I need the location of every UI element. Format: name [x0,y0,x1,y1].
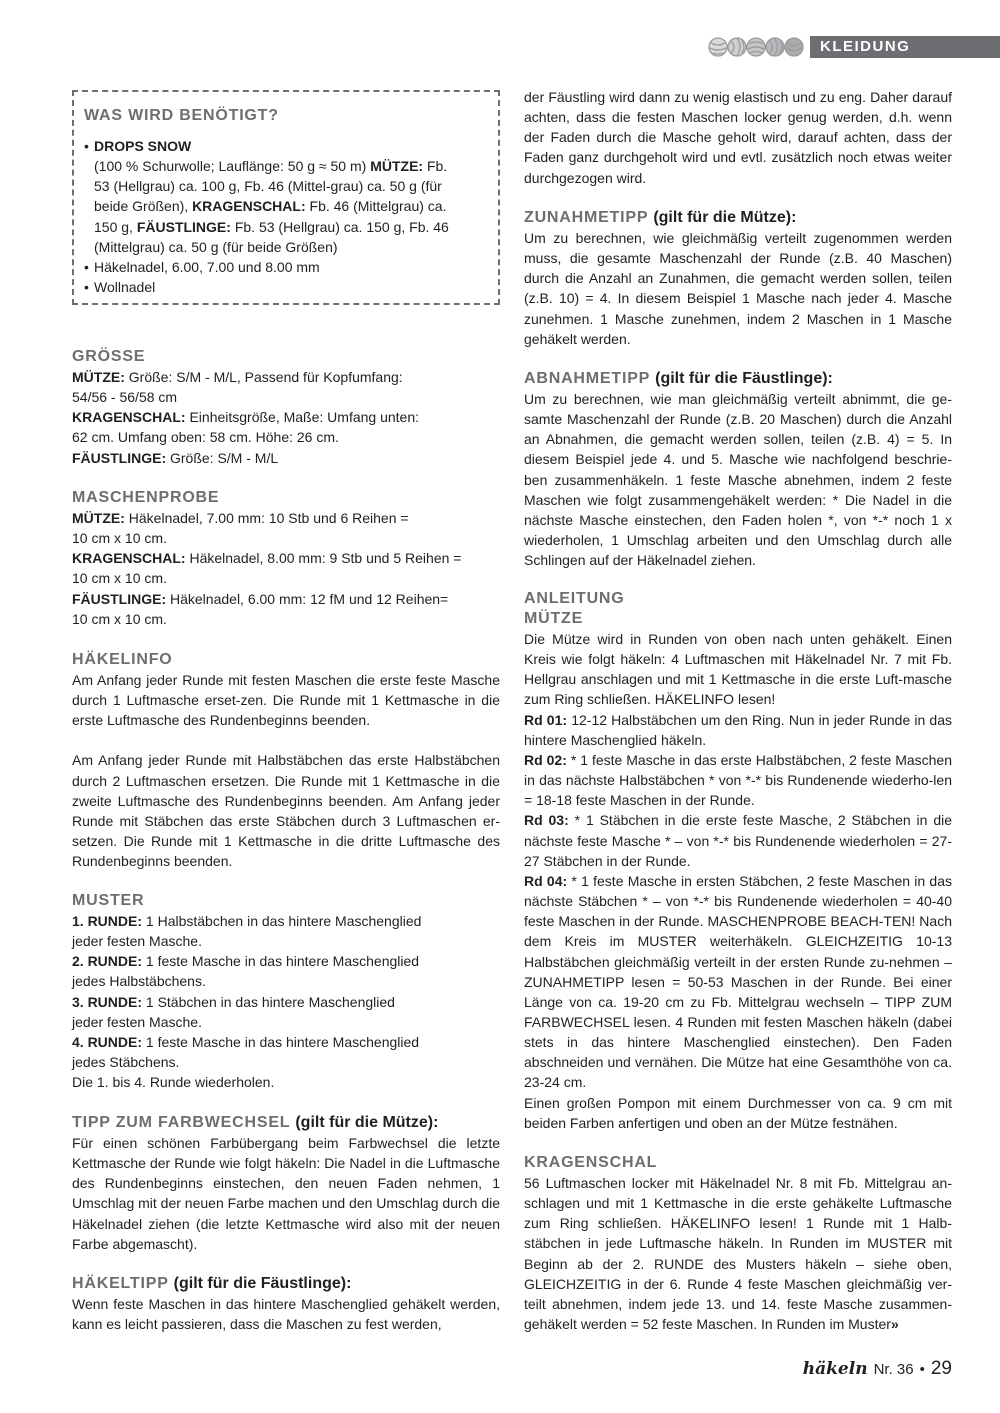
hakelinfo-p2: Am Anfang jeder Runde mit Halbstäbchen das erste Halbstäbchen durch 2 Luftmaschen ersetzen. Die Runde mit 1 Kettmasche in die zweite Luftmasche des Rundenbeginns beenden. Am Anfang jeder Runde mit Stäbchen das erste Stäbchen durch 3 Luftmaschen er-setzen. Die Runde mit 1 Kettmasche in die dritte Luftmasche des Rundenbeginns beenden. [72,752,500,870]
kragenschal-title: KRAGENSCHAL [524,1154,658,1171]
muster-title: MUSTER [72,892,145,909]
tipp-farbwechsel-section: TIPP ZUM FARBWECHSEL (gilt für die Mütze): Für einen schönen Farbübergang beim Farbwechsel die letzte Kettmasche der Runde wie folgt häkeln: Die Nadel in die Luftmasche des Rundenbeginns einstechen, den neuen Faden nehmen, 1 Umschlag mit der neuen Farbe machen und den Umschlag durch die Häkelnadel ziehen (die letzte Kettmasche wird also mit der neuen Farbe abgemascht). [72,1113,500,1254]
haekeltipp-text: Wenn feste Maschen in das hintere Maschenglied gehäkelt werden, kann es leicht passieren, dass die Maschen zu fest werden, [72,1296,500,1333]
anleitung-title: ANLEITUNG [524,590,625,607]
page-number: 29 [930,1358,952,1379]
magazine-logo: häkeln [802,1359,868,1379]
continue-arrow: » [890,1316,899,1333]
materials-box [72,90,500,305]
gauge-title: MASCHENPROBE [72,489,220,506]
page-footer [803,1358,952,1380]
materials-item-yarn: • DROPS SNOW (100 % Schurwolle; Lauflänge: 50 g ≈ 50 m) MÜTZE: Fb. 53 (Hellgrau) ca. 100 g, Fb. 46 (Mittel-grau) ca. 50 g (für beide Größen), KRAGENSCHAL: Fb. 46 (Mittelgrau) ca. 150 g, FÄUSTLINGE: Fb. 53 (Hellgrau) ca. 150 g, Fb. 46 (Mittelgrau) ca. 50 g (für beide Größen) [84,136,484,257]
materials-item-hook: • Häkelnadel, 6.00, 7.00 und 8.00 mm [84,257,484,277]
zunahmetipp-title: ZUNAHMETIPP [524,209,649,226]
muster-section: MUSTER 1. RUNDE: 1 Halbstäbchen in das hintere Maschenglied jeder festen Masche. 2. RUNDE: 1 feste Masche in das hintere Maschenglied jedes Halbstäbchens. 3. RUNDE: 1 Stäbchen in das hintere Maschenglied jeder festen Masche. 4. RUNDE: 1 feste Masche in das hintere Maschenglied jedes Stäbchens. Die 1. bis 4. Runde wiederholen. [72,891,500,1092]
zunahmetipp-text: Um zu berechnen, wie gleichmäßig verteilt zugenommen werden muss, die gesamte Maschenzahl der Runde (z.B. 40 Maschen) durch die Anzahl an Zunahmen, die gemacht werden sollen, teilen (z.B. 10) = 4. In diesem Beispiel 1 Masche nach jeder 4. Masche zunehmen. 1 Masche zunehmen, indem 2 Maschen in 1 Masche gehäkelt werden. [524,230,952,347]
hakelinfo-p1: Am Anfang jeder Runde mit festen Maschen die erste feste Masche durch 1 Luftmasche erset-zen. Die Runde mit 1 Kettmasche in die erste Luftmasche des Rundenbeginns beenden. [72,672,500,729]
issue-number: Nr. 36 [873,1361,914,1378]
section-label: KLEIDUNG [810,36,1000,58]
tipp-farbwechsel-text: Für einen schönen Farbübergang beim Farbwechsel die letzte Kettmasche der Runde wie folgt häkeln: Die Nadel in die Luftmasche des Rundenbeginns einstechen, den neuen Faden nehmen, 1 Umschlag mit der neuen Farbe machen und den Umschlag durch die Häkelnadel ziehen (die letzte Kettmasche wird also mit der neuen Farbe abgemascht). [72,1135,501,1252]
page-header [705,34,1000,60]
abnahmetipp-section: ABNAHMETIPP (gilt für die Fäustlinge): Um zu berechnen, wie man gleichmäßig verteilt abnimmt, die ge-samte Maschenzahl der Runde (z.B. 20 Maschen) durch die Anzahl an Abnahmen, die gemacht werden sollen, teilen (z.B. 4) = 5. In diesem Beispiel jede 4. und 5. Masche wie nachfolgend beschrie-ben zusammenhäkeln. 1 feste Masche abnehmen, indem 2 feste Maschen wie folgt zusammengehäkelt werden: * Die Nadel in die nächste Masche einstechen, den Faden holen *, von *-* noch 1 x wiederholen, 1 Umschlag arbeiten und den Umschlag durch alle Schlingen auf der Häkelnadel ziehen. [524,369,952,570]
abnahmetipp-title: ABNAHMETIPP [524,370,650,387]
tipp-farbwechsel-title: TIPP ZUM FARBWECHSEL [72,1114,291,1131]
materials-item-needle: • Wollnadel [84,277,484,297]
kragenschal-section: KRAGENSCHAL 56 Luftmaschen locker mit Häkelnadel Nr. 8 mit Fb. Mittelgrau an-schlagen und mit 1 Kettmasche in die erste gehäkelte Luftmasche zum Ring schließen. HÄKELINFO lesen! 1 Runde mit 1 Halb-stäbchen in jede Luftmasche häkeln. In Runden im MUSTER mit Beginn ab der 2. RUNDE des Musters häkeln – siehe oben, GLEICHZEITIG in der 6. Runde 4 feste Maschen gleichmäßig ver-teilt abnehmen, indem jede 13. und 14. feste Masche zusammen-gehäkelt werden = 52 feste Maschen. In Runden im Muster» [524,1154,952,1333]
hakelinfo-title: HÄKELINFO [72,651,173,668]
yarn-balls-icon [707,34,807,60]
footer-separator: • [919,1361,925,1378]
haekeltipp-continued: der Fäustling wird dann zu wenig elastisch und zu eng. Daher darauf achten, dass die festen Maschen locker genug werden, d.h. wenn der Faden durch die Masche geholt wird, darauf achten, dass der Faden ganz durchgeholt wird und evtl. zusätzlich noch etwas weiter durchgezogen wird. [524,89,952,186]
gauge-section: MASCHENPROBE MÜTZE: Häkelnadel, 7.00 mm: 10 Stb und 6 Reihen = 10 cm x 10 cm. KRAGENSCHAL: Häkelnadel, 8.00 mm: 9 Stb und 5 Reihen = 10 cm x 10 cm. FÄUSTLINGE: Häkelnadel, 6.00 mm: 12 fM und 12 Reihen= 10 cm x 10 cm. [72,488,500,629]
anleitung-section: ANLEITUNG MÜTZE Die Mütze wird in Runden von oben nach unten gehäkelt. Einen Kreis wie folgt häkeln: 4 Luftmaschen mit Häkelnadel Nr. 7 mit Fb. Hellgrau anschlagen und mit 1 Kettmasche in die erste Luft-masche zum Ring schließen. HÄKELINFO lesen! Rd 01: 12-12 Halbstäbchen um den Ring. Nun in jeder Runde in das hintere Maschenglied häkeln. Rd 02: * 1 feste Masche in das erste Halbstäbchen, 2 feste Maschen in das nächste Halbstäbchen * von *-* bis Rundenende wiederho-len = 18-18 feste Maschen in der Runde. Rd 03: * 1 Stäbchen in die erste feste Masche, 2 Stäbchen in die nächste feste Masche * – von *-* bis Rundenende wiederholen = 27-27 Stäbchen in der Runde. Rd 04: * 1 feste Masche in ersten Stäbchen, 2 feste Maschen in das nächste Stäbchen * – von *-* bis Rundenende wiederholen = 40-40 feste Maschen in der Runde. MASCHENPROBE BEACH-TEN! Nach dem Kreis im MUSTER weiterhäkeln. GLEICHZEITIG 10-13 Halbstäbchen gleichmäßig verteilt in der ersten Runde zu-nehmen – ZUNAHMETIPP lesen = 50-53 Maschen in der Runde. Bei einer Länge von ca. 19-20 cm zu Fb. Mittelgrau wechseln – TIPP ZUM FARBWECHSEL lesen. 4 Runden mit festen Maschen häkeln (dabei stets in das hintere Maschenglied einstechen). Den Faden abschneiden und vernähen. Die Mütze hat eine Gesamthöhe von ca. 23-24 cm. Einen großen Pompon mit einem Durchmesser von ca. 9 cm mit beiden Farben anfertigen und oben an der Mütze festnähen. [524,590,953,1131]
size-title: GRÖSSE [72,348,146,365]
anleitung-muetze-title: MÜTZE [524,610,584,627]
haekeltipp-section: HÄKELTIPP (gilt für die Fäustlinge): Wenn feste Maschen in das hintere Maschenglied gehäkelt werden, kann es leicht passieren, dass die Maschen zu fest werden, [72,1274,500,1334]
materials-title: WAS WIRD BENÖTIGT? [84,107,279,124]
hakelinfo-section [72,650,500,871]
zunahmetipp-section: ZUNAHMETIPP (gilt für die Mütze): Um zu berechnen, wie gleichmäßig verteilt zugenommen werden muss, die gesamte Maschenzahl der Runde (z.B. 40 Maschen) durch die Anzahl an Zunahmen, die gemacht werden sollen, teilen (z.B. 10) = 4. In diesem Beispiel 1 Masche nach jeder 4. Masche zunehmen. 1 Masche zunehmen, indem 2 Maschen in 1 Masche gehäkelt werden. [524,208,952,349]
haekeltipp-title: HÄKELTIPP [72,1275,169,1292]
size-section: GRÖSSE MÜTZE: Größe: S/M - M/L, Passend für Kopfumfang: 54/56 - 56/58 cm KRAGENSCHAL: Einheitsgröße, Maße: Umfang unten: 62 cm. Umfang oben: 58 cm. Höhe: 26 cm. FÄUSTLINGE: Größe: S/M - M/L [72,347,500,468]
abnahmetipp-text: Um zu berechnen, wie man gleichmäßig verteilt abnimmt, die ge-samte Maschenzahl der Runde (z.B. 20 Maschen) durch die Anzahl an Abnahmen, die gemacht werden sollen, teilen (z.B. 4) = 5. In diesem Beispiel jede 4. und 5. Masche wie nachfolgend beschrie-ben zusammenhäkeln. 1 feste Masche abnehmen, indem 2 feste Maschen wie folgt zusammengehäkelt werden: * Die Nadel in die nächste Masche einstechen, den Faden holen *, von *-* noch 1 x wiederholen, 1 Umschlag arbeiten und den Umschlag durch alle Schlingen auf der Häkelnadel ziehen. [524,391,952,569]
